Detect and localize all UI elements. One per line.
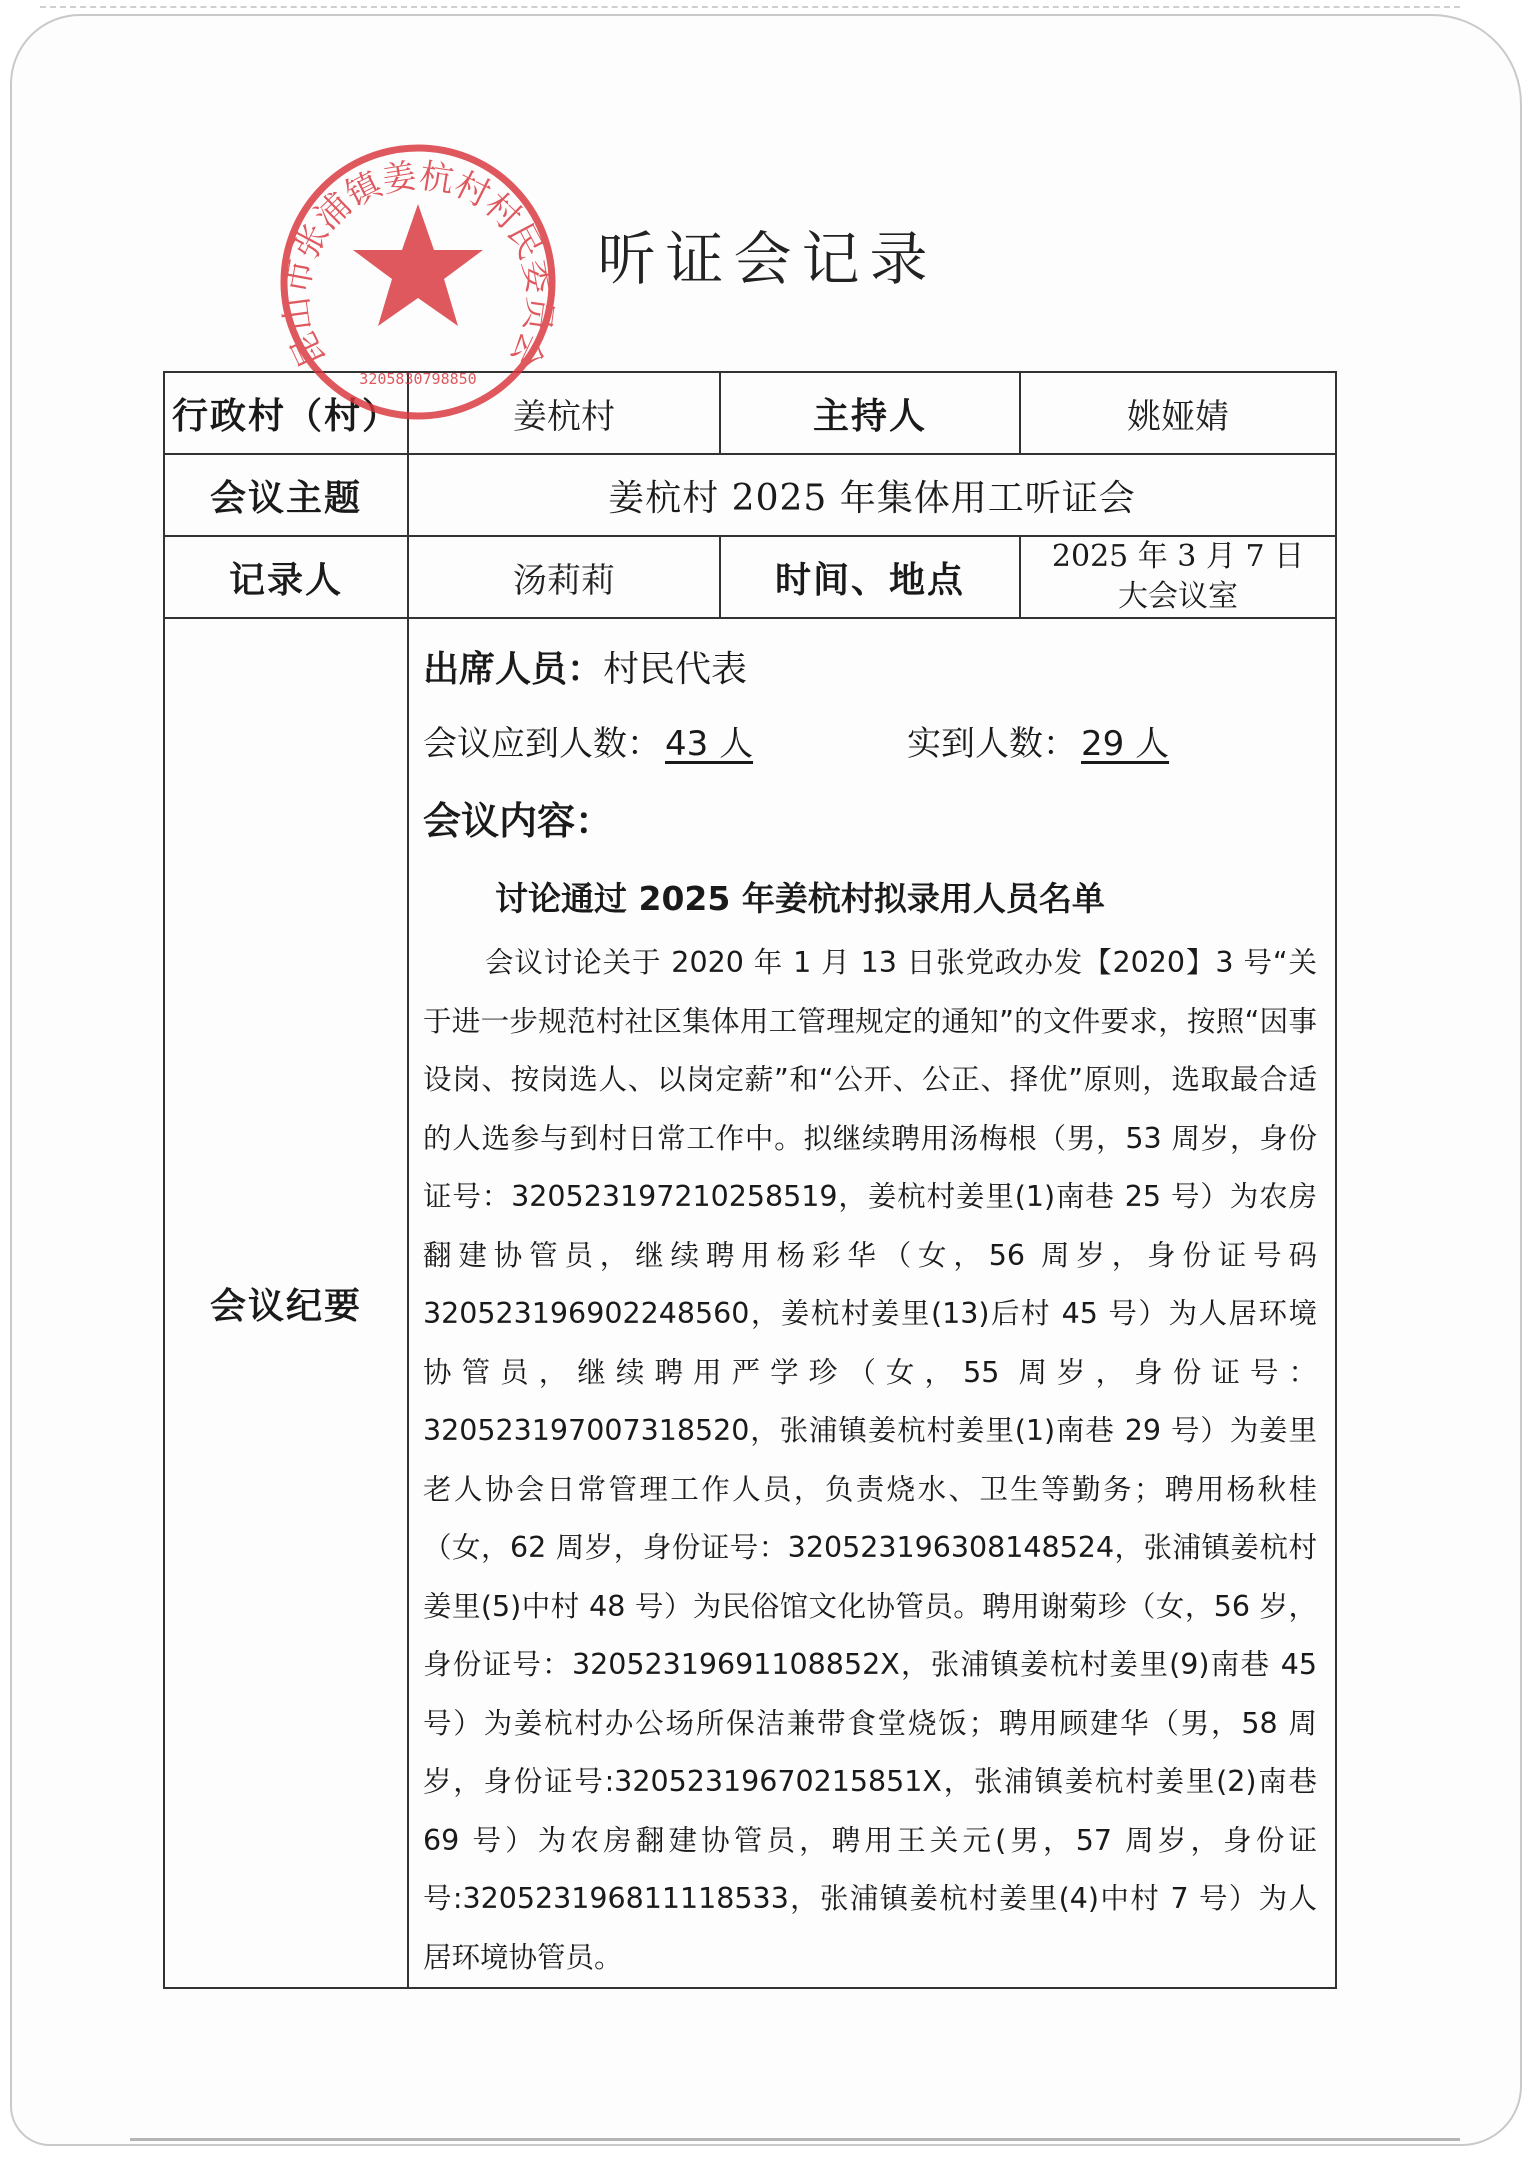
attendance-count-line <box>423 716 1321 776</box>
seal-code: 3205830798850 <box>359 370 477 388</box>
official-seal <box>268 132 568 432</box>
village-label: 行政村（村） <box>164 372 408 454</box>
theme-label: 会议主题 <box>164 454 408 536</box>
recorder-label: 记录人 <box>164 536 408 618</box>
scan-top-edge <box>40 6 1460 8</box>
record-table <box>163 371 1337 1989</box>
time-place-value <box>1020 536 1336 618</box>
minutes-content <box>408 618 1336 1988</box>
actual-count <box>907 716 1183 765</box>
minutes-label: 会议纪要 <box>164 618 408 1988</box>
attendees-value: 村民代表 <box>603 649 748 690</box>
actual-value: 29 人 <box>1081 724 1170 764</box>
meeting-date: 2025 年 3 月 7 日 <box>1051 539 1305 574</box>
actual-label: 实到人数： <box>907 724 1077 764</box>
recorder-value: 汤莉莉 <box>408 536 720 618</box>
meeting-place: 大会议室 <box>1118 579 1238 614</box>
village-value: 姜杭村 <box>408 372 720 454</box>
host-value: 姚娅婧 <box>1020 372 1336 454</box>
host-label: 主持人 <box>720 372 1020 454</box>
content-heading: 会议内容： <box>423 799 614 843</box>
document-title: 听证会记录 <box>597 225 938 293</box>
scan-bottom-edge <box>130 2138 1460 2141</box>
seal-star-icon <box>353 204 483 326</box>
time-place-label: 时间、地点 <box>720 536 1020 618</box>
attendees-line <box>423 641 1321 692</box>
seal-ring-text: 昆山市张浦镇姜杭村村民委员会 <box>275 156 561 374</box>
expected-value: 43 人 <box>665 724 754 764</box>
minutes-body-text: 会议讨论关于 2020 年 1 月 13 日张党政办发【2020】3 号“关于进一步规范村社区集体用工管理规定的通知”的文件要求，按照“因事设岗、按岗选人、以岗定薪”和“公开、公正、择优”原则，选取最合适的人选参与到村日常工作中。拟继续聘用汤梅根（男，53 周岁，身份证号：320523197210258519，姜杭村姜里(1)南巷 25 号）为农房翻建协管员，继续聘用杨彩华（女，56 周岁，身份证号码 320523196902248560，姜杭村姜里(13)后村 45 号）为人居环境协管员，继续聘用严学珍（女，55 周岁，身份证号：320523197007318520，张浦镇姜杭村姜里(1)南巷 29 号）为姜里老人协会日常管理工作人员，负责烧水、卫生等勤务；聘用杨秋桂（女，62 周岁，身份证号：320523196308148524，张浦镇姜杭村姜里(5)中村 48 号）为民俗馆文化协管员。聘用谢菊珍（女，56 岁，身份证号：32052319691108852X，张浦镇姜杭村姜里(9)南巷 45 号）为姜杭村办公场所保洁兼带食堂烧饭；聘用顾建华（男，58 周岁，身份证号:32052319670215851X，张浦镇姜杭村姜里(2)南巷 69 号）为农房翻建协管员，聘用王关元(男，57 周岁，身份证号:320523196811118533，张浦镇姜杭村姜里(4)中村 7 号）为人居环境协管员。 <box>423 946 1317 1974</box>
attendees-label: 出席人员： <box>423 649 604 690</box>
expected-label: 会议应到人数： <box>423 724 661 764</box>
theme-value: 姜杭村 2025 年集体用工听证会 <box>408 454 1336 536</box>
content-subtitle: 讨论通过 2025 年姜杭村拟录用人员名单 <box>495 879 1105 918</box>
